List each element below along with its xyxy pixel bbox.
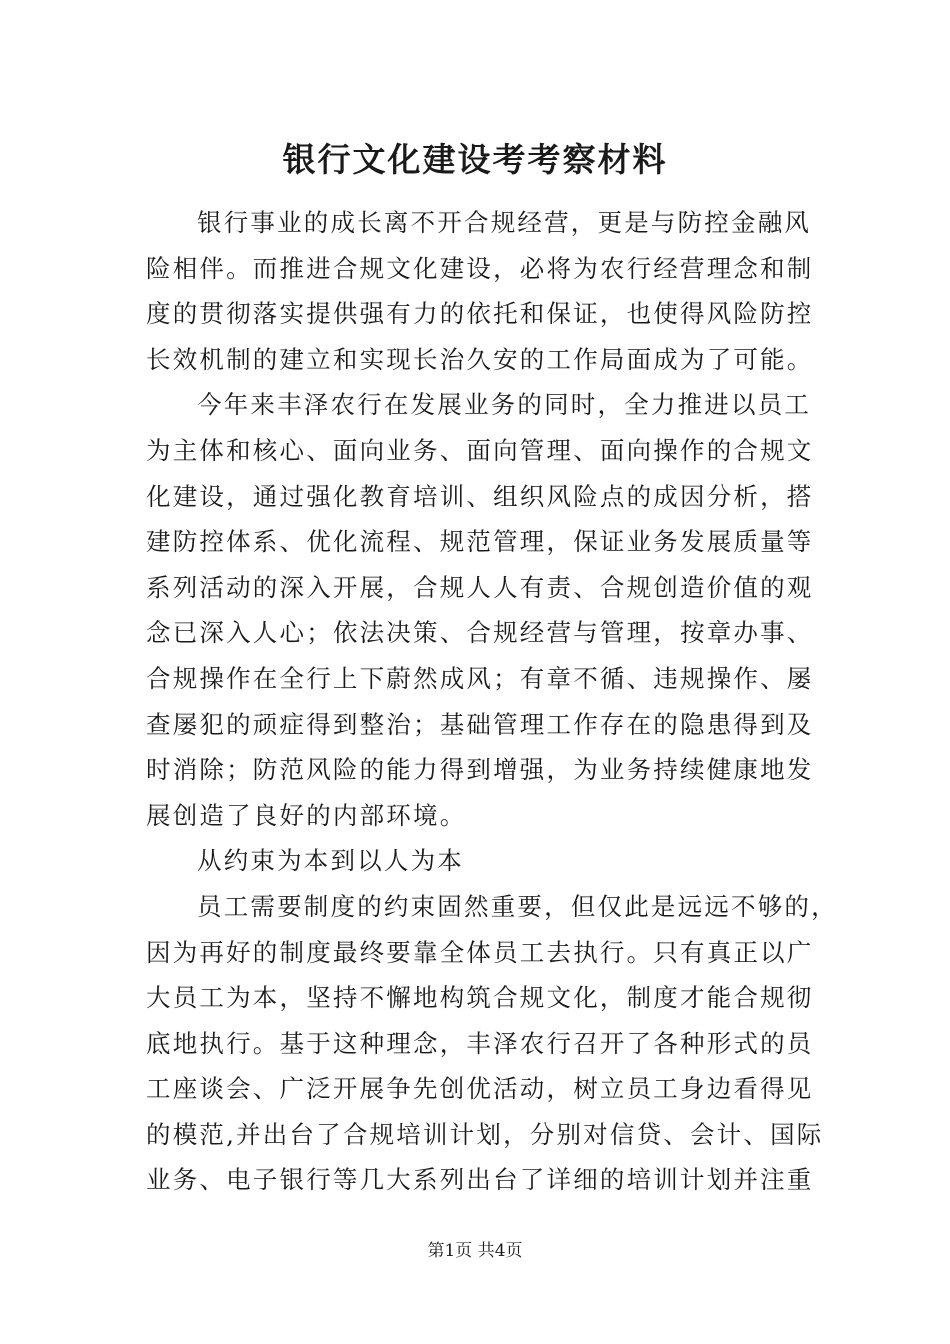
paragraph-line: 长效机制的建立和实现长治久安的工作局面成为了可能。: [146, 344, 814, 374]
paragraph-line: 业务、电子银行等几大系列出台了详细的培训计划并注重: [146, 1165, 814, 1195]
paragraph-line: 建防控体系、优化流程、规范管理，保证业务发展质量等: [146, 527, 814, 557]
document-body: [146, 200, 838, 1203]
section-heading: 从约束为本到以人为本: [197, 846, 464, 876]
paragraph-line: 时消除；防范风险的能力得到增强，为业务持续健康地发: [146, 755, 814, 785]
paragraph-line: 险相伴。而推进合规文化建设，必将为农行经营理念和制: [146, 253, 814, 283]
paragraph-line: 底地执行。基于这种理念，丰泽农行召开了各种形式的员: [146, 1028, 814, 1058]
paragraph-line: 因为再好的制度最终要靠全体员工去执行。只有真正以广: [146, 937, 814, 967]
paragraph-line: 为主体和核心、面向业务、面向管理、面向操作的合规文: [146, 435, 814, 465]
paragraph-line: 今年来丰泽农行在发展业务的同时，全力推进以员工: [197, 390, 812, 420]
paragraph-line: 员工需要制度的约束固然重要，但仅此是远远不够的，: [197, 891, 838, 921]
paragraph-line: 的模范,并出台了合规培训计划，分别对信贷、会计、国际: [146, 1119, 824, 1149]
paragraph-line: 化建设，通过强化教育培训、组织风险点的成因分析，搭: [146, 481, 814, 511]
page-footer: 第1页 共4页: [427, 1241, 523, 1261]
paragraph-line: 念已深入人心；依法决策、合规经营与管理，按章办事、: [146, 618, 814, 648]
document-title: 银行文化建设考考察材料: [282, 140, 668, 179]
paragraph-line: 银行事业的成长离不开合规经营，更是与防控金融风: [197, 208, 812, 237]
paragraph-line: 工座谈会、广泛开展争先创优活动，树立员工身边看得见: [146, 1074, 814, 1104]
paragraph-line: 展创造了良好的内部环境。: [146, 800, 467, 830]
paragraph-line: 系列活动的深入开展，合规人人有责、合规创造价值的观: [146, 572, 814, 602]
paragraph-line: 度的贯彻落实提供强有力的依托和保证，也使得风险防控: [146, 299, 814, 329]
paragraph-line: 合规操作在全行上下蔚然成风；有章不循、违规操作、屡: [146, 663, 814, 693]
paragraph-line: 大员工为本，坚持不懈地构筑合规文化，制度才能合规彻: [146, 983, 814, 1013]
paragraph-line: 查屡犯的顽症得到整治；基础管理工作存在的隐患得到及: [146, 709, 814, 739]
